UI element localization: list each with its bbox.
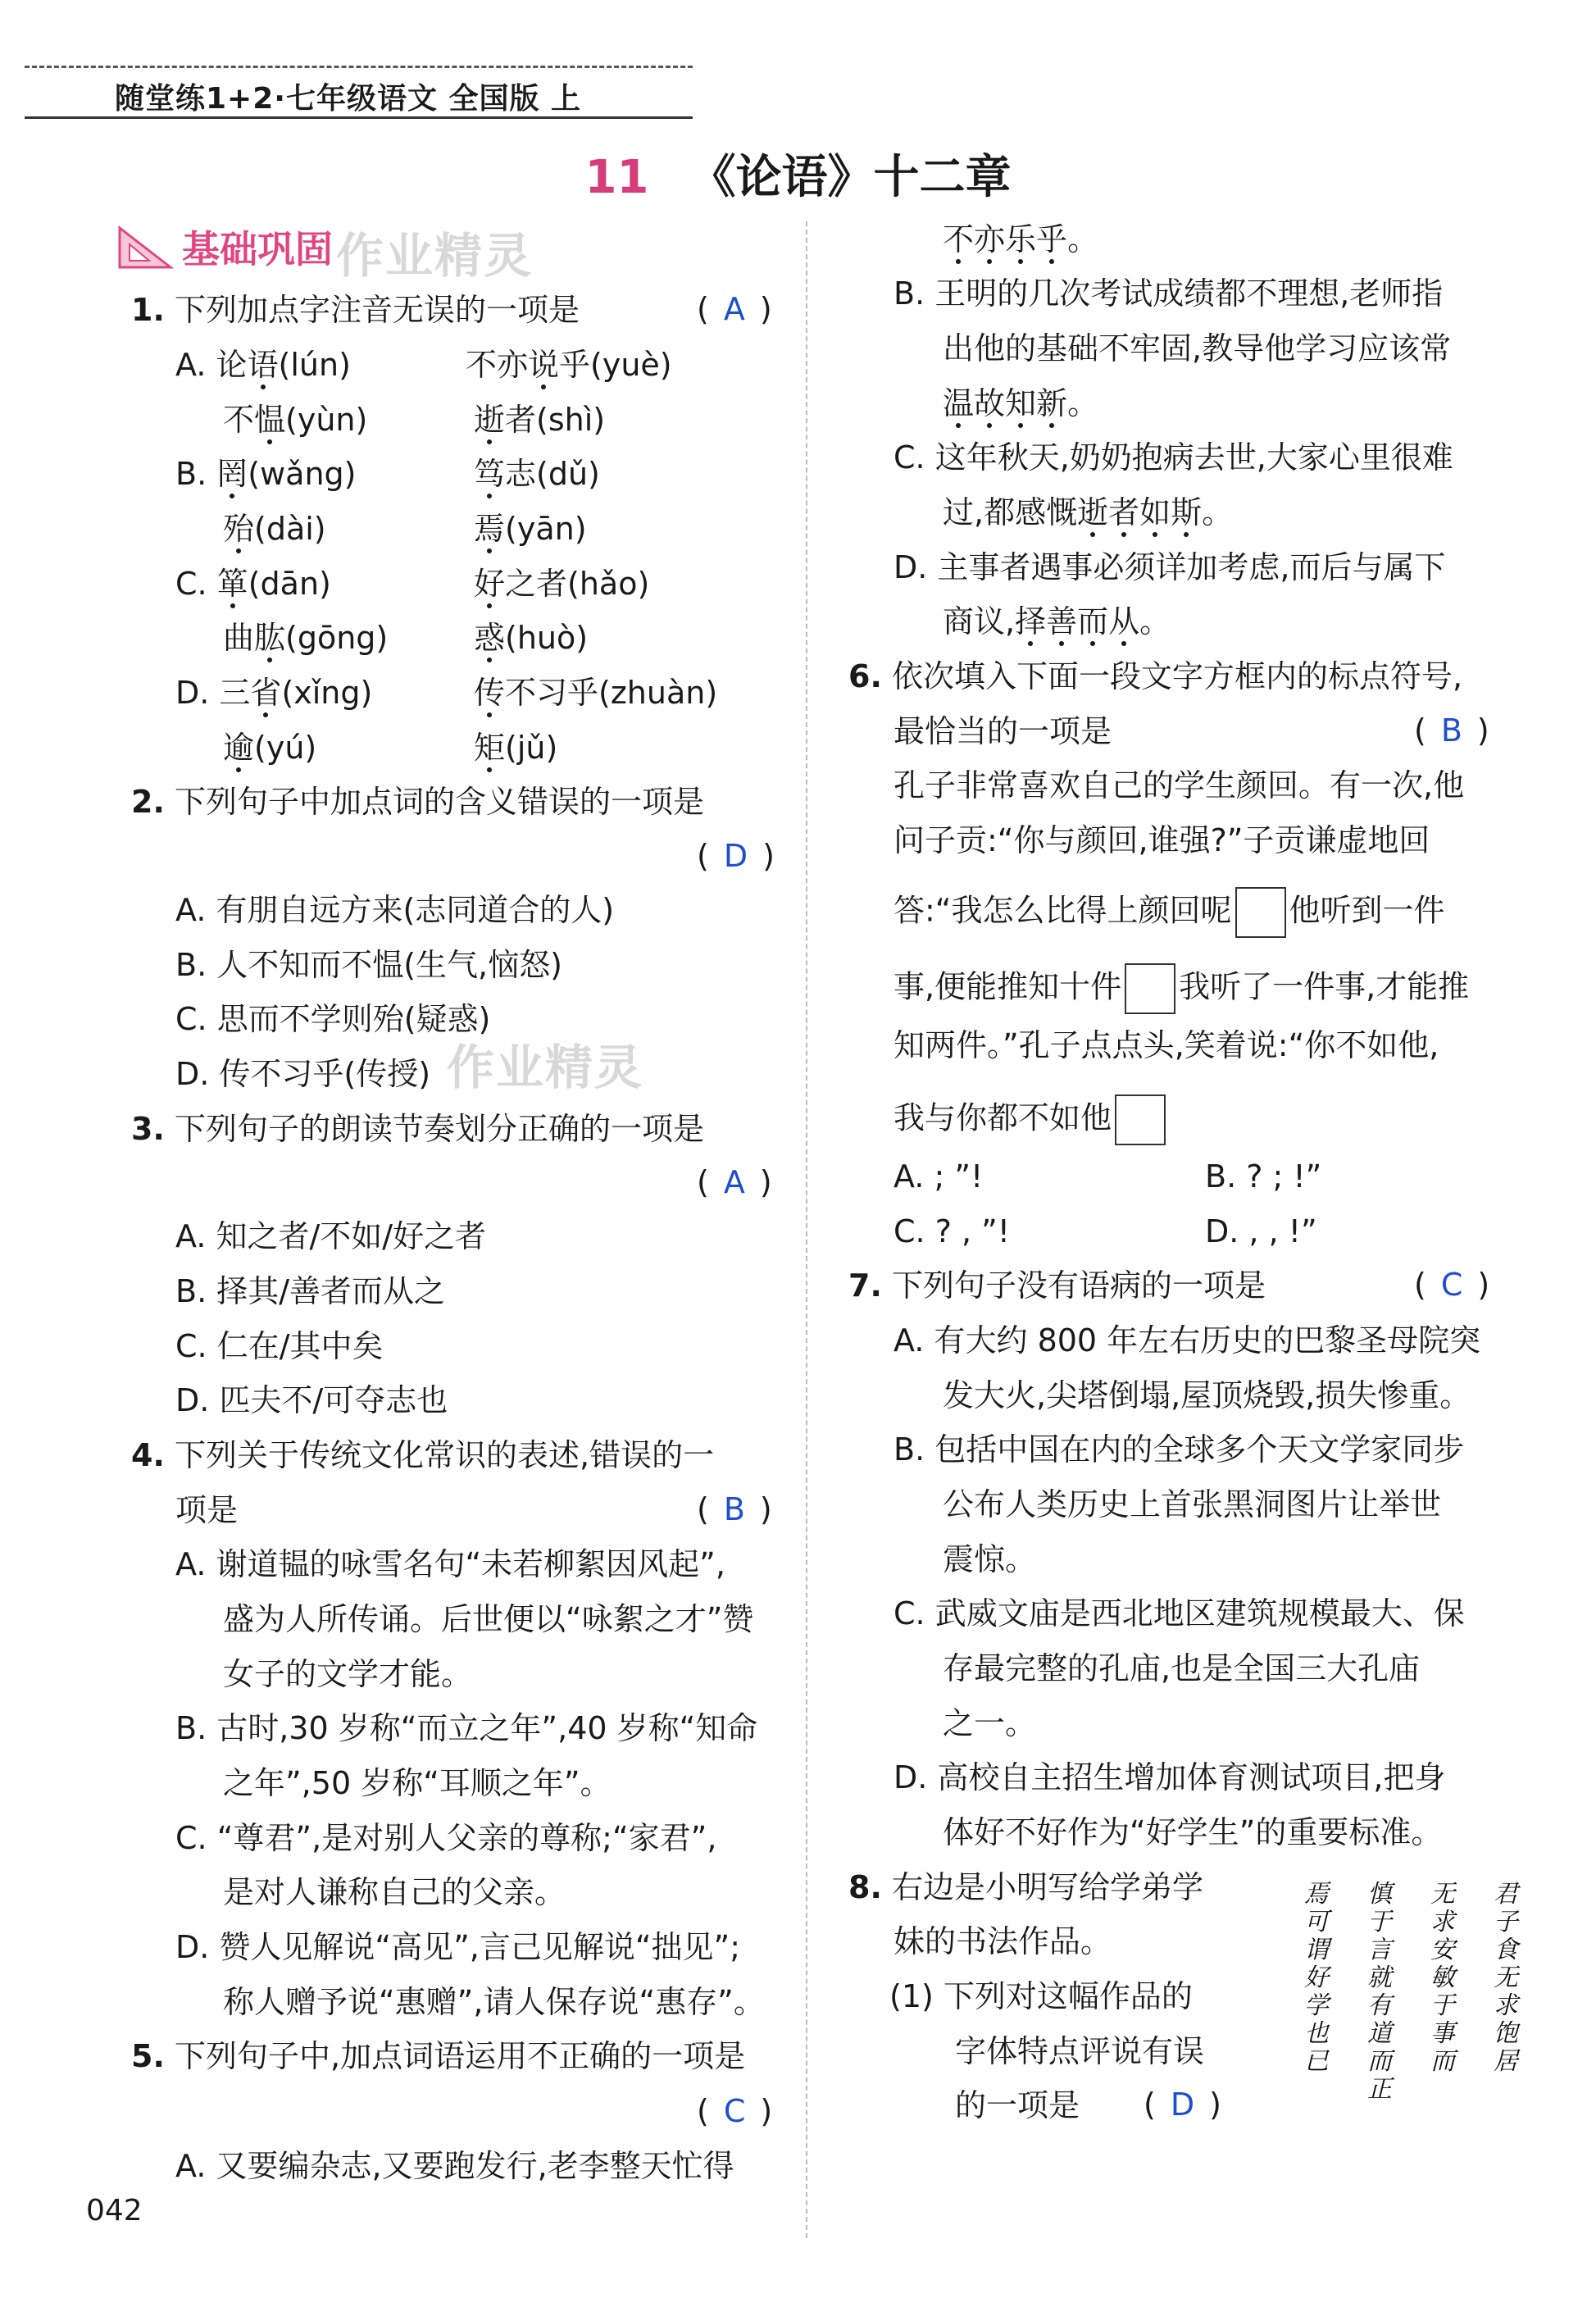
lesson-title: [0, 141, 1596, 207]
svg-text:就: 就: [1367, 1964, 1392, 1992]
svg-text:事: 事: [1430, 2019, 1455, 2048]
question-2-answer: ( D ): [697, 838, 775, 874]
q5-option-line: A. 又要编杂志,又要跑发行,老李整天忙得: [175, 2148, 734, 2184]
q1-option-c: C. 箪(dān): [175, 566, 331, 602]
svg-text:安: 安: [1430, 1936, 1455, 1964]
lesson-title-text: 《论语》十二章: [689, 151, 1012, 204]
page-number: 042: [86, 2194, 143, 2227]
q4-option-line: A. 谢道韫的咏雪名句“未若柳絮因风起”,: [175, 1546, 725, 1582]
q7-option-line: 发大火,尖塔倒塌,屋顶烧毁,损失惨重。: [943, 1377, 1471, 1413]
svg-text:于: 于: [1367, 1908, 1392, 1936]
q3-option-a: A. 知之者/不如/好之者: [175, 1218, 487, 1254]
ruler-triangle-icon: [116, 223, 174, 271]
q5-option-line: 商议,择善而从。: [943, 603, 1171, 639]
svg-text:言: 言: [1367, 1936, 1392, 1964]
question-8-sub-1: (1) 下列对这幅作品的: [889, 1978, 1193, 2014]
svg-text:食: 食: [1494, 1936, 1518, 1964]
question-6-answer: ( B ): [1414, 712, 1489, 749]
q1-option-a: A. 论语(lún): [175, 347, 351, 383]
question-4-stem: 4. 下列关于传统文化常识的表述,错误的一: [131, 1437, 715, 1473]
q5-option-line: 过,都感慨逝者如斯。: [943, 494, 1234, 530]
svg-text:已: 已: [1304, 2047, 1329, 2076]
q6-option-a: A. ; ”!: [893, 1158, 984, 1195]
q6-option-b: B. ? ; !”: [1205, 1158, 1322, 1195]
svg-text:道: 道: [1367, 2019, 1392, 2048]
svg-text:而: 而: [1367, 2047, 1392, 2076]
q1-option-a3: 不愠(yùn): [223, 402, 368, 438]
svg-text:谓: 谓: [1304, 1936, 1329, 1964]
q7-option-line: C. 武威文庙是西北地区建筑规模最大、保: [893, 1595, 1465, 1631]
svg-text:焉: 焉: [1304, 1880, 1329, 1909]
svg-text:求: 求: [1494, 1991, 1518, 2020]
question-5-stem: 5. 下列句子中,加点词语运用不正确的一项是: [131, 2038, 746, 2074]
q1-option-d2: 传不习乎(zhuàn): [474, 675, 718, 711]
svg-text:正: 正: [1367, 2075, 1392, 2104]
q4-option-line: 之年”,50 岁称“耳顺之年”。: [223, 1765, 612, 1801]
question-8-sub-1-cont: 的一项是: [955, 2087, 1080, 2123]
q6-passage-line: 知两件。”孔子点点头,笑着说:“你不如他,: [893, 1027, 1439, 1063]
lesson-number: 11: [584, 151, 649, 204]
q6-passage-line: 答:“我怎么比得上颜回呢 他听到一件: [893, 887, 1445, 938]
question-8-stem-cont: 妹的书法作品。: [893, 1923, 1112, 1959]
q1-option-c2: 好之者(hǎo): [474, 566, 650, 602]
question-8-answer: ( D ): [1144, 2086, 1221, 2123]
question-6-stem-cont: 最恰当的一项是: [893, 713, 1112, 749]
q6-passage-line: 孔子非常喜欢自己的学生颜回。有一次,他: [893, 767, 1465, 803]
blank-box-1[interactable]: [1235, 887, 1286, 938]
q7-option-line: 存最完整的孔庙,也是全国三大孔庙: [943, 1650, 1421, 1686]
q4-option-line: 是对人谦称自己的父亲。: [223, 1874, 566, 1910]
svg-text:好: 好: [1304, 1964, 1329, 1992]
header-top-rule: [25, 66, 693, 68]
q7-option-line: 公布人类历史上首张黑洞图片让举世: [943, 1486, 1442, 1522]
svg-text:而: 而: [1430, 2047, 1455, 2076]
q4-option-line: C. “尊君”,是对别人父亲的尊称;“家君”,: [175, 1820, 717, 1856]
q2-option-a: A. 有朋自远方来(志同道合的人): [175, 892, 615, 928]
running-header: 随堂练1+2·七年级语文 全国版 上: [115, 82, 582, 116]
q1-option-b: B. 罔(wǎng): [175, 456, 357, 492]
column-divider: [806, 221, 807, 2238]
q4-option-line: 女子的文学才能。: [223, 1656, 473, 1692]
q7-option-line: 震惊。: [943, 1541, 1037, 1577]
q7-option-line: A. 有大约 800 年左右历史的巴黎圣母院突: [893, 1322, 1481, 1358]
svg-text:于: 于: [1430, 1991, 1455, 2020]
q1-option-b4: 焉(yān): [474, 511, 587, 547]
question-5-answer: ( C ): [697, 2093, 773, 2129]
question-3-stem: 3. 下列句子的朗读节奏划分正确的一项是: [131, 1111, 704, 1147]
q6-passage-line: 我与你都不如他: [893, 1094, 1169, 1145]
blank-box-2[interactable]: [1125, 963, 1175, 1014]
question-7-stem: 7. 下列句子没有语病的一项是: [848, 1267, 1266, 1304]
q1-option-a2: 不亦说乎(yuè): [466, 347, 672, 383]
svg-text:无: 无: [1430, 1880, 1455, 1909]
q6-option-c: C. ? , ”!: [893, 1213, 1011, 1249]
blank-box-3[interactable]: [1115, 1094, 1166, 1145]
header-bottom-rule: [25, 116, 693, 119]
question-4-answer: ( B ): [697, 1491, 772, 1527]
section-label: 基础巩固: [182, 227, 333, 271]
svg-text:求: 求: [1430, 1908, 1455, 1936]
q7-option-line: 体好不好作为“好学生”的重要标准。: [943, 1814, 1443, 1850]
q3-option-c: C. 仁在/其中矣: [175, 1328, 384, 1364]
q6-passage-line: 事,便能推知十件 我听了一件事,才能推: [893, 963, 1469, 1014]
q4-option-line: D. 赞人见解说“高见”,言己见解说“拙见”;: [175, 1929, 741, 1965]
q6-option-d: D. , , !”: [1205, 1213, 1317, 1249]
svg-text:无: 无: [1494, 1964, 1518, 1992]
question-1-stem: 1. 下列加点字注音无误的一项是: [131, 292, 580, 328]
question-6-stem: 6. 依次填入下面一段文字方框内的标点符号,: [848, 658, 1463, 694]
svg-text:有: 有: [1367, 1991, 1392, 2020]
svg-text:也: 也: [1304, 2019, 1329, 2048]
question-8-stem: 8. 右边是小明写给学弟学: [848, 1869, 1203, 1905]
question-1-answer: ( A ): [697, 291, 772, 327]
q6-passage-line: 问子贡:“你与颜回,谁强?”子贡谦虚地回: [893, 822, 1430, 858]
svg-text:君: 君: [1494, 1880, 1518, 1909]
question-8-sub-1-cont: 字体特点评说有误: [955, 2033, 1205, 2069]
q1-option-a4: 逝者(shì): [474, 402, 606, 438]
q2-option-b: B. 人不知而不愠(生气,恼怒): [175, 947, 562, 983]
q3-option-d: D. 匹夫不/可夺志也: [175, 1382, 448, 1418]
q1-option-c4: 惑(huò): [474, 620, 589, 656]
q5-option-line: 出他的基础不牢固,教导他学习应该常: [943, 330, 1452, 366]
svg-text:慎: 慎: [1367, 1880, 1392, 1909]
q7-option-line: 之一。: [943, 1705, 1037, 1741]
question-7-answer: ( C ): [1414, 1267, 1490, 1303]
q2-option-c: C. 思而不学则殆(疑惑): [175, 1001, 491, 1037]
svg-text:学: 学: [1304, 1991, 1329, 2020]
q5-option-line: 不亦乐乎。: [943, 221, 1099, 257]
q5-option-line: D. 主事者遇事必须详加考虑,而后与属下: [893, 549, 1446, 585]
q4-option-line: 称人赠予说“惠赠”,请人保存说“惠存”。: [223, 1984, 765, 2020]
q5-option-line: 温故知新。: [943, 385, 1099, 421]
question-4-stem-cont: 项是: [175, 1492, 239, 1528]
q2-option-d: D. 传不习乎(传授): [175, 1056, 431, 1092]
q1-option-d4: 矩(jǔ): [474, 730, 558, 766]
watermark: 作业精灵: [336, 228, 534, 284]
q4-option-line: B. 古时,30 岁称“而立之年”,40 岁称“知命: [175, 1710, 758, 1746]
q1-option-b2: 笃志(dǔ): [474, 456, 600, 492]
question-2-stem: 2. 下列句子中加点词的含义错误的一项是: [131, 784, 704, 820]
q5-option-line: C. 这年秋天,奶奶抱病去世,大家心里很难: [893, 439, 1453, 476]
q7-option-line: D. 高校自主招生增加体育测试项目,把身: [893, 1759, 1446, 1795]
q5-option-line: B. 王明的几次考试成绩都不理想,老师指: [893, 275, 1444, 312]
q1-option-c3: 曲肱(gōng): [223, 620, 389, 656]
svg-text:居: 居: [1494, 2047, 1518, 2076]
svg-text:饱: 饱: [1494, 2019, 1518, 2048]
q1-option-d: D. 三省(xǐng): [175, 675, 373, 711]
q3-option-b: B. 择其/善者而从之: [175, 1273, 446, 1309]
q4-option-line: 盛为人所传诵。后世便以“咏絮之才”赞: [223, 1601, 754, 1637]
svg-text:子: 子: [1494, 1908, 1518, 1936]
svg-text:可: 可: [1304, 1908, 1329, 1936]
question-3-answer: ( A ): [697, 1164, 772, 1200]
q1-option-d3: 逾(yú): [223, 730, 317, 766]
svg-text:敏: 敏: [1430, 1964, 1455, 1992]
watermark: 作业精灵: [447, 1040, 644, 1095]
q1-option-b3: 殆(dài): [223, 511, 326, 547]
calligraphy-artwork: [1262, 1877, 1533, 2115]
q7-option-line: B. 包括中国在内的全球多个天文学家同步: [893, 1431, 1465, 1468]
